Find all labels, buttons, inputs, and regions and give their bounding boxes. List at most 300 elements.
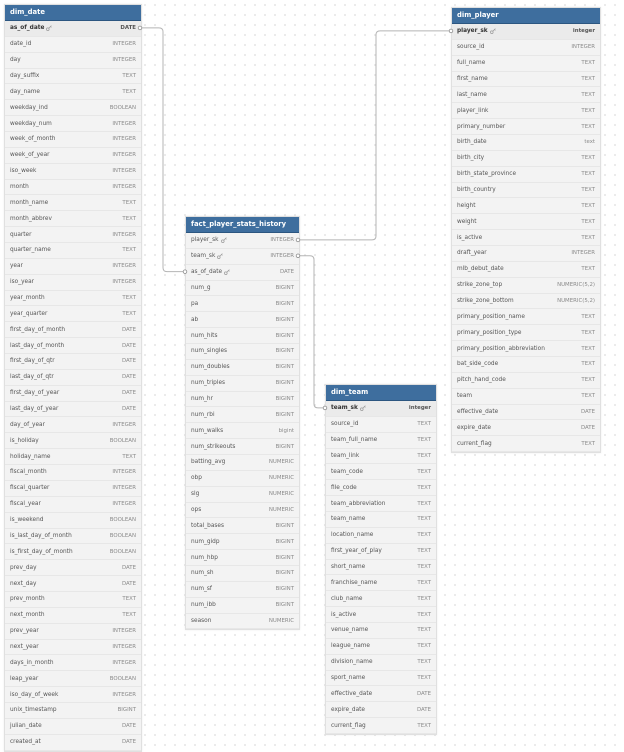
column-row[interactable] (326, 417, 436, 433)
column-name (10, 549, 73, 555)
column-type: TEXT (417, 532, 431, 539)
column-row[interactable] (186, 423, 299, 439)
column-name-text: num_strikeouts (191, 443, 236, 450)
column-name-text: effective_date (331, 690, 373, 697)
column-name-text: num_singles (191, 348, 228, 355)
column-type: DATE (580, 409, 595, 416)
column-row[interactable] (5, 21, 141, 37)
column-name-text: num_gidp (191, 538, 220, 545)
column-name-text: slg (191, 491, 200, 498)
column-type: INTEGER (112, 659, 136, 666)
column-name-text: is_first_day_of_month (10, 548, 73, 555)
column-row[interactable] (5, 386, 141, 402)
column-type: NUMERIC (268, 507, 294, 514)
column-row[interactable] (452, 357, 600, 373)
column-name (10, 422, 45, 428)
column-name (457, 298, 514, 304)
column-type: DATE (121, 580, 136, 587)
column-type: INTEGER (112, 231, 136, 238)
column-row[interactable] (5, 687, 141, 703)
column-type: INTEGER (112, 485, 136, 492)
column-row[interactable] (186, 281, 299, 297)
column-row[interactable] (452, 389, 600, 405)
column-row[interactable] (5, 306, 141, 322)
column-name-text: team_link (331, 453, 360, 459)
table-header[interactable]: dim_player (452, 8, 600, 24)
column-type: NUMERIC (268, 491, 294, 498)
column-name-text: num_hr (191, 396, 213, 403)
column-name-text: prev_year (10, 628, 39, 635)
key-icon (224, 269, 230, 275)
column-name-text: year_month (10, 295, 45, 302)
column-type: DATE (121, 406, 136, 413)
column-name (457, 108, 488, 114)
column-name-text: venue_name (331, 627, 369, 634)
column-name-text: month_abbrev (10, 215, 52, 222)
column-name-text: unix_timestamp (10, 707, 57, 714)
column-name-text: last_day_of_year (10, 406, 59, 413)
column-type: BIGINT (275, 411, 294, 418)
column-row[interactable] (5, 703, 141, 719)
key-icon (217, 253, 223, 259)
column-name (10, 390, 59, 396)
column-type: TEXT (581, 123, 595, 130)
column-type: TEXT (417, 611, 431, 618)
column-row[interactable] (326, 702, 436, 718)
column-name-text: player_sk (191, 237, 219, 244)
column-name-text: franchise_name (331, 579, 378, 586)
column-row[interactable] (5, 116, 141, 132)
column-row[interactable] (186, 614, 299, 630)
column-row[interactable] (452, 246, 600, 262)
column-row[interactable] (186, 296, 299, 312)
column-row[interactable] (5, 402, 141, 418)
column-row[interactable] (5, 449, 141, 465)
column-row[interactable] (452, 214, 600, 230)
column-row[interactable] (452, 278, 600, 294)
column-name (457, 171, 516, 177)
column-row[interactable] (5, 227, 141, 243)
column-row[interactable] (326, 623, 436, 639)
column-row[interactable] (452, 24, 600, 40)
column-row[interactable] (186, 360, 299, 376)
column-name (10, 200, 48, 206)
column-name (331, 564, 365, 570)
column-type: BIGINT (275, 332, 294, 339)
column-type: BIGINT (275, 586, 294, 593)
column-row[interactable] (5, 275, 141, 291)
column-name (191, 539, 220, 545)
column-name (331, 421, 358, 427)
column-name (10, 232, 32, 238)
column-row[interactable] (452, 294, 600, 310)
key-icon (46, 25, 52, 31)
column-name (10, 343, 64, 349)
column-row[interactable] (452, 119, 600, 135)
column-name (10, 533, 72, 539)
column-type: TEXT (581, 76, 595, 82)
column-row[interactable] (326, 464, 436, 480)
column-name-text: as_of_date (191, 269, 223, 276)
column-row[interactable] (5, 481, 141, 497)
column-row[interactable] (5, 338, 141, 354)
column-row[interactable] (326, 560, 436, 576)
column-name (331, 580, 377, 586)
column-name-text: birth_country (457, 187, 496, 194)
column-type: INTEGER (112, 184, 136, 191)
column-name-text: pa (191, 300, 199, 307)
column-name (331, 437, 377, 443)
table-dim-team[interactable] (325, 384, 437, 735)
column-row[interactable] (5, 529, 141, 545)
column-row[interactable] (186, 312, 299, 328)
column-type: BOOLEAN (109, 675, 136, 682)
column-name-text: created_at (10, 739, 41, 746)
column-name-text: sport_name (331, 675, 366, 682)
column-name (457, 187, 496, 193)
column-type: DATE (121, 390, 136, 397)
column-name-text: batting_avg (191, 459, 226, 466)
column-row[interactable] (186, 566, 299, 582)
column-name (10, 676, 38, 682)
column-name (10, 121, 52, 127)
column-name (331, 453, 359, 459)
table-header[interactable]: fact_player_stats_history (186, 217, 299, 233)
column-row[interactable] (186, 249, 299, 265)
column-row[interactable] (452, 87, 600, 103)
column-row[interactable] (452, 135, 600, 151)
column-name (10, 501, 41, 507)
column-name-text: strike_zone_top (457, 282, 503, 289)
column-name-text: team_abbreviation (331, 500, 386, 507)
column-row[interactable] (5, 243, 141, 259)
column-row[interactable] (5, 259, 141, 275)
column-row[interactable] (326, 686, 436, 702)
column-row[interactable] (5, 37, 141, 53)
column-name (331, 485, 357, 491)
column-name-text: iso_week (10, 168, 37, 175)
column-row[interactable] (452, 420, 600, 436)
column-row[interactable] (5, 195, 141, 211)
column-name (457, 314, 525, 320)
column-name (191, 507, 201, 513)
column-row[interactable] (326, 655, 436, 671)
column-row[interactable] (5, 544, 141, 560)
column-row[interactable] (452, 325, 600, 341)
column-type: INTEGER (571, 250, 595, 257)
column-row[interactable] (5, 370, 141, 386)
column-type: TEXT (581, 345, 595, 352)
column-name-text: num_ibb (191, 602, 216, 609)
column-name (191, 618, 211, 624)
table-header[interactable]: dim_date (5, 5, 141, 21)
column-row[interactable] (186, 503, 299, 519)
column-type: NUMERIC(5,2) (557, 298, 595, 305)
column-row[interactable] (5, 497, 141, 513)
column-row[interactable] (452, 341, 600, 357)
column-row[interactable] (5, 211, 141, 227)
column-name-text: weekday_num (10, 120, 52, 127)
column-name (457, 409, 498, 415)
column-row[interactable] (186, 487, 299, 503)
column-name-text: day_name (10, 88, 41, 95)
column-name-text: mlb_debut_date (457, 266, 504, 273)
column-name-text: num_g (191, 285, 211, 291)
column-row[interactable] (5, 417, 141, 433)
column-name (457, 139, 487, 145)
column-name-text: fiscal_quarter (10, 485, 50, 492)
column-name-text: last_day_of_month (10, 342, 65, 349)
column-row[interactable] (5, 148, 141, 164)
column-row[interactable] (452, 309, 600, 325)
column-row[interactable] (5, 655, 141, 671)
column-name-text: team_sk (331, 405, 358, 412)
column-row[interactable] (5, 465, 141, 481)
column-name-text: file_code (331, 484, 357, 491)
column-name (10, 739, 41, 745)
column-name-text: num_hits (191, 332, 218, 339)
column-name (10, 263, 23, 269)
column-row[interactable] (326, 718, 436, 734)
column-type: BIGINT (275, 522, 294, 529)
column-type: TEXT (122, 295, 136, 302)
column-name (10, 41, 31, 47)
column-name (331, 532, 373, 538)
column-type: NUMERIC (268, 475, 294, 482)
column-row[interactable] (5, 53, 141, 69)
column-name-text: num_walks (191, 427, 224, 434)
column-row[interactable] (326, 433, 436, 449)
column-name (191, 491, 199, 497)
column-name-text: prev_month (10, 596, 45, 603)
column-name-text: birth_date (457, 139, 487, 146)
column-name (10, 311, 47, 317)
column-name-text: birth_state_province (457, 171, 517, 178)
column-row[interactable] (5, 354, 141, 370)
column-name (10, 485, 49, 491)
column-row[interactable] (452, 198, 600, 214)
column-name-text: bat_side_code (457, 361, 499, 368)
column-name (191, 253, 223, 259)
column-name-text: short_name (331, 564, 366, 571)
column-type: DATE (121, 739, 136, 746)
column-row[interactable] (452, 167, 600, 183)
column-row[interactable] (452, 56, 600, 72)
column-name (457, 155, 484, 161)
column-name (191, 269, 230, 275)
column-row[interactable] (5, 322, 141, 338)
column-row[interactable] (186, 233, 299, 249)
column-name-text: last_day_of_qtr (10, 374, 54, 381)
column-row[interactable] (326, 496, 436, 512)
column-name-text: day_of_year (10, 421, 45, 428)
column-name (10, 469, 47, 475)
column-row[interactable] (5, 132, 141, 148)
column-type: INTEGER (112, 263, 136, 270)
column-name-text: iso_day_of_week (10, 691, 59, 698)
column-name-text: obp (191, 475, 202, 482)
column-name (10, 581, 36, 587)
column-name (191, 428, 223, 434)
column-row[interactable] (186, 407, 299, 423)
column-type: TEXT (417, 643, 431, 650)
column-row[interactable] (326, 575, 436, 591)
column-row[interactable] (5, 560, 141, 576)
column-row[interactable] (5, 513, 141, 529)
column-row[interactable] (186, 471, 299, 487)
column-row[interactable] (452, 405, 600, 421)
column-row[interactable] (5, 640, 141, 656)
column-row[interactable] (5, 100, 141, 116)
column-row[interactable] (452, 151, 600, 167)
column-row[interactable] (326, 671, 436, 687)
column-type: DATE (416, 706, 431, 713)
column-row[interactable] (186, 582, 299, 598)
column-name-text: ab (191, 316, 199, 323)
column-name-text: week_of_month (10, 136, 56, 143)
column-type: TEXT (581, 60, 595, 67)
column-row[interactable] (326, 607, 436, 623)
column-row[interactable] (326, 401, 436, 417)
column-row[interactable] (186, 534, 299, 550)
column-type: TEXT (417, 437, 431, 444)
column-row[interactable] (326, 639, 436, 655)
column-name (10, 707, 57, 713)
column-name (10, 374, 54, 380)
table-dim-player[interactable] (451, 7, 601, 453)
column-name (331, 707, 365, 713)
column-row[interactable] (5, 608, 141, 624)
column-row[interactable] (5, 84, 141, 100)
column-row[interactable] (452, 72, 600, 88)
column-name (457, 425, 491, 431)
column-name (191, 555, 218, 561)
column-type: INTEGER (112, 136, 136, 143)
column-name-text: is_last_day_of_month (10, 532, 72, 539)
column-name (457, 441, 492, 447)
column-row[interactable] (5, 291, 141, 307)
column-row[interactable] (186, 376, 299, 392)
column-name (10, 279, 34, 285)
column-type: text (584, 139, 595, 146)
column-name-text: as_of_date (10, 25, 45, 32)
column-name (457, 377, 506, 383)
column-row[interactable] (326, 528, 436, 544)
column-type: BIGINT (275, 602, 294, 609)
column-row[interactable] (186, 265, 299, 281)
column-type: INTEGER (270, 237, 294, 244)
column-type: TEXT (581, 266, 595, 273)
column-name-text: first_day_of_qtr (10, 358, 55, 365)
column-row[interactable] (5, 69, 141, 85)
column-type: integer (408, 405, 431, 412)
column-name (331, 659, 373, 665)
column-name (457, 219, 477, 225)
column-name-text: pitch_hand_code (457, 377, 506, 384)
column-row[interactable] (5, 164, 141, 180)
column-row[interactable] (452, 103, 600, 119)
column-name (10, 612, 45, 618)
column-row[interactable] (5, 671, 141, 687)
column-row[interactable] (326, 480, 436, 496)
column-type: TEXT (417, 516, 431, 523)
column-type: TEXT (417, 564, 431, 571)
column-name-text: primary_number (457, 123, 506, 130)
column-row[interactable] (326, 449, 436, 465)
column-row[interactable] (326, 544, 436, 560)
column-type: DATE (580, 424, 595, 431)
column-name (331, 548, 382, 554)
table-dim-date[interactable] (4, 4, 142, 752)
column-type: NUMERIC (268, 459, 294, 466)
column-type: TEXT (581, 377, 595, 384)
column-name (457, 60, 485, 66)
column-row[interactable] (186, 598, 299, 614)
column-row[interactable] (186, 439, 299, 455)
column-name-text: next_month (10, 612, 45, 619)
column-row[interactable] (186, 550, 299, 566)
column-type: INTEGER (112, 643, 136, 650)
column-name-text: location_name (331, 532, 374, 539)
column-name (457, 124, 505, 130)
table-fact-player-stats-history[interactable] (185, 216, 300, 630)
column-name (457, 330, 521, 336)
column-row[interactable] (5, 624, 141, 640)
column-row[interactable] (326, 591, 436, 607)
column-name-text: prev_day (10, 564, 37, 571)
column-name-text: team_code (331, 468, 363, 475)
column-row[interactable] (186, 328, 299, 344)
table-header[interactable]: dim_team (326, 385, 436, 401)
column-row[interactable] (5, 180, 141, 196)
column-name-text: holiday_name (10, 453, 51, 460)
column-row[interactable] (452, 436, 600, 452)
column-name-text: current_flag (457, 440, 492, 447)
column-row[interactable] (5, 719, 141, 735)
column-row[interactable] (186, 518, 299, 534)
column-row[interactable] (452, 40, 600, 56)
column-row[interactable] (186, 455, 299, 471)
column-row[interactable] (5, 433, 141, 449)
column-name (191, 396, 213, 402)
column-row[interactable] (452, 262, 600, 278)
column-row[interactable] (326, 512, 436, 528)
column-name-text: effective_date (457, 409, 499, 416)
column-row[interactable] (5, 592, 141, 608)
column-type: BIGINT (117, 707, 136, 714)
column-type: TEXT (122, 215, 136, 222)
column-name-text: is_active (457, 234, 483, 241)
column-name-text: player_link (457, 107, 489, 114)
column-row[interactable] (186, 392, 299, 408)
column-row[interactable] (452, 183, 600, 199)
column-name-text: fiscal_year (10, 501, 41, 508)
column-type: TEXT (581, 155, 595, 162)
column-type: TEXT (417, 579, 431, 586)
column-row[interactable] (5, 576, 141, 592)
column-row[interactable] (186, 344, 299, 360)
column-row[interactable] (452, 373, 600, 389)
column-name-text: date_id (10, 41, 32, 48)
column-row[interactable] (452, 230, 600, 246)
column-name-text: month (10, 184, 29, 191)
column-type: DATE (121, 723, 136, 730)
column-name-text: ops (191, 507, 202, 514)
column-name-text: season (191, 618, 212, 625)
column-name (10, 89, 40, 95)
column-name (457, 250, 487, 256)
column-name (191, 444, 235, 450)
